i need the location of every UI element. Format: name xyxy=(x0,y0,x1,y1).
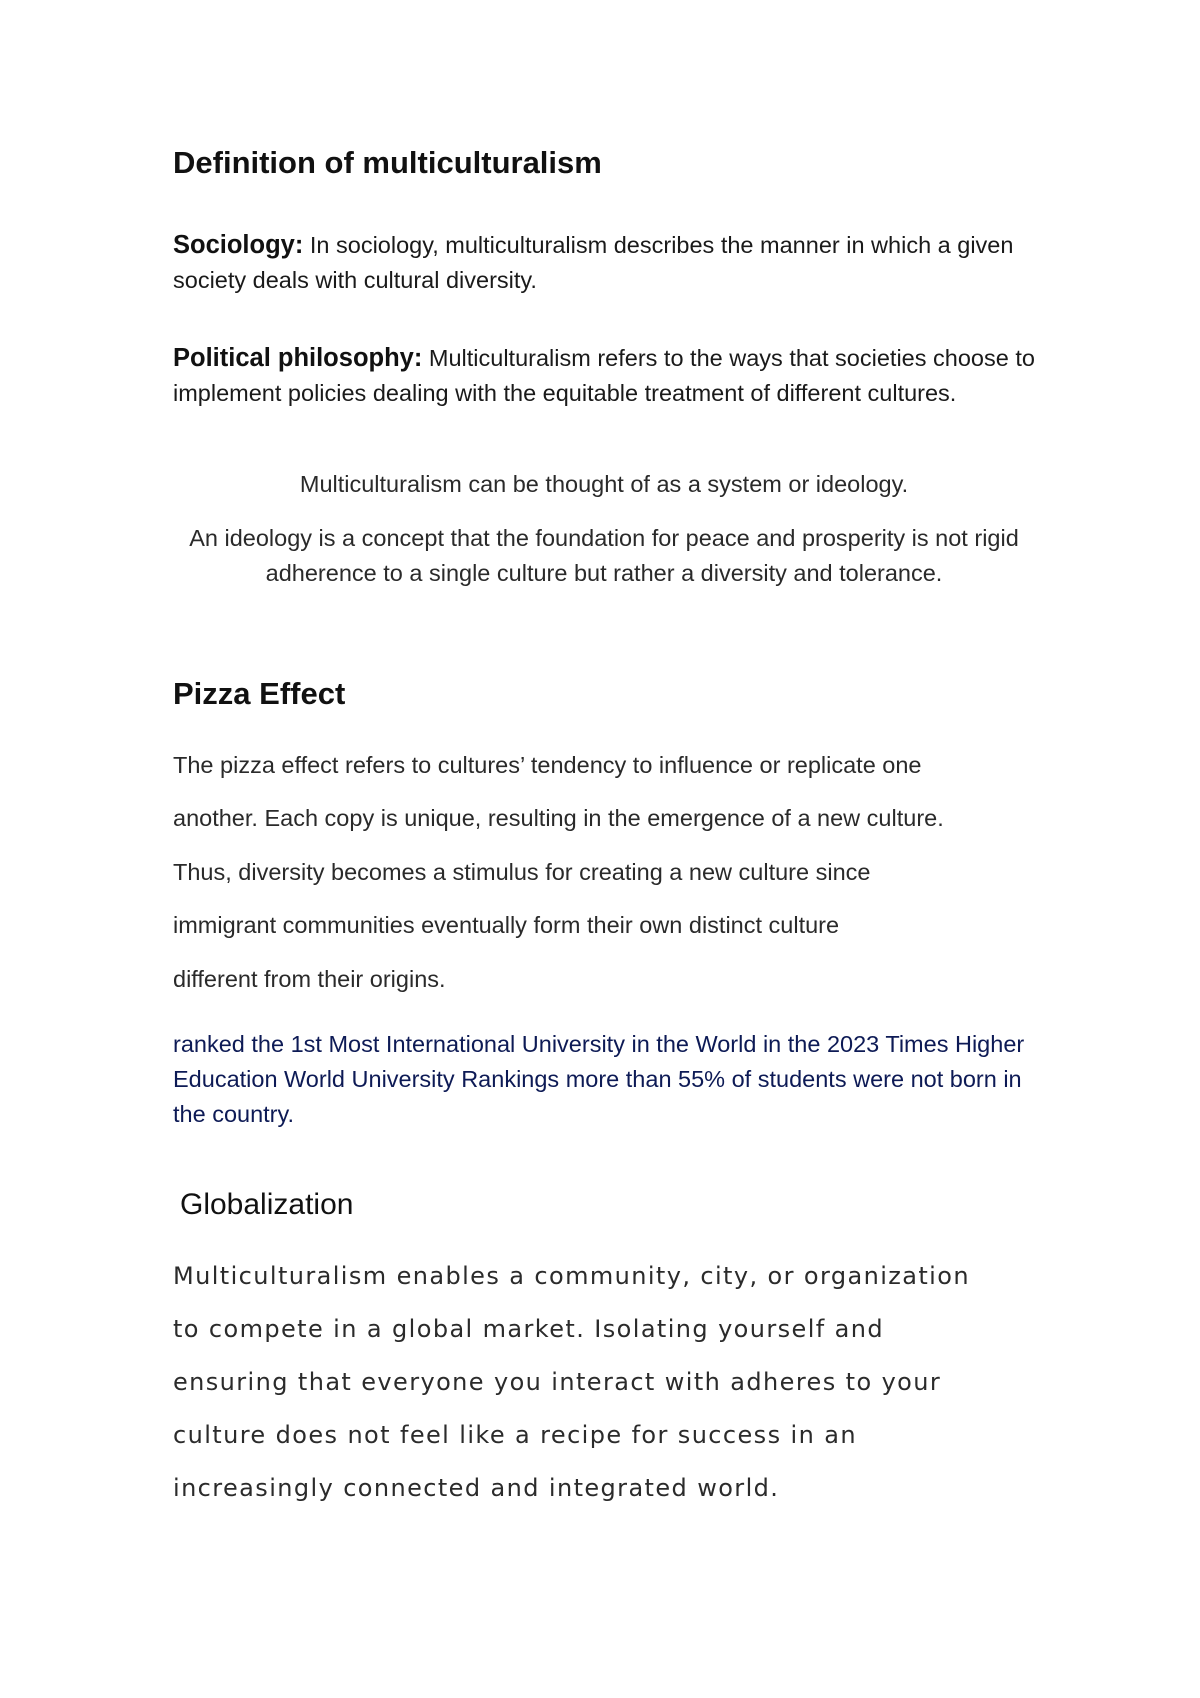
university-ranking-note: ranked the 1st Most International University in the World in the 2023 Times Higher Education World University Rankings more than 55% of students were not born in the country. xyxy=(173,1031,1025,1127)
political-philosophy-text: Multiculturalism refers to the ways that societies choose to implement policies dealing with the equitable treatment of different cultures. xyxy=(173,345,1035,406)
globalization-line: to compete in a global market. Isolating yourself and xyxy=(173,1315,885,1343)
political-philosophy-label: Political philosophy: xyxy=(173,344,423,372)
ideology-statement: Multiculturalism can be thought of as a system or ideology. xyxy=(299,471,909,497)
page-title: Definition of multiculturalism xyxy=(173,145,602,180)
sociology-label: Sociology: xyxy=(173,231,304,259)
pizza-effect-line: another. Each copy is unique, resulting in the emergence of a new culture. xyxy=(173,805,944,831)
globalization-line: culture does not feel like a recipe for success in an xyxy=(173,1421,857,1449)
pizza-effect-line: The pizza effect refers to cultures’ tendency to influence or replicate one xyxy=(173,752,922,778)
sociology-paragraph xyxy=(173,228,1053,298)
globalization-line: increasingly connected and integrated world. xyxy=(173,1474,780,1502)
pizza-effect-heading: Pizza Effect xyxy=(173,676,346,711)
sociology-text: In sociology, multiculturalism describes the manner in which a given society deals with cultural diversity. xyxy=(173,232,1014,293)
globalization-heading: Globalization xyxy=(180,1188,354,1221)
globalization-line: ensuring that everyone you interact with adheres to your xyxy=(173,1368,942,1396)
globalization-line: Multiculturalism enables a community, city, or organization xyxy=(173,1262,970,1290)
pizza-effect-line: immigrant communities eventually form their own distinct culture xyxy=(173,912,840,938)
political-philosophy-paragraph xyxy=(173,341,1053,411)
pizza-effect-line: Thus, diversity becomes a stimulus for creating a new culture since xyxy=(173,859,871,885)
ideology-definition: An ideology is a concept that the foundation for peace and prosperity is not rigid adherence to a single culture but rather a diversity and tolerance. xyxy=(189,525,1019,586)
pizza-effect-line: different from their origins. xyxy=(173,966,446,992)
